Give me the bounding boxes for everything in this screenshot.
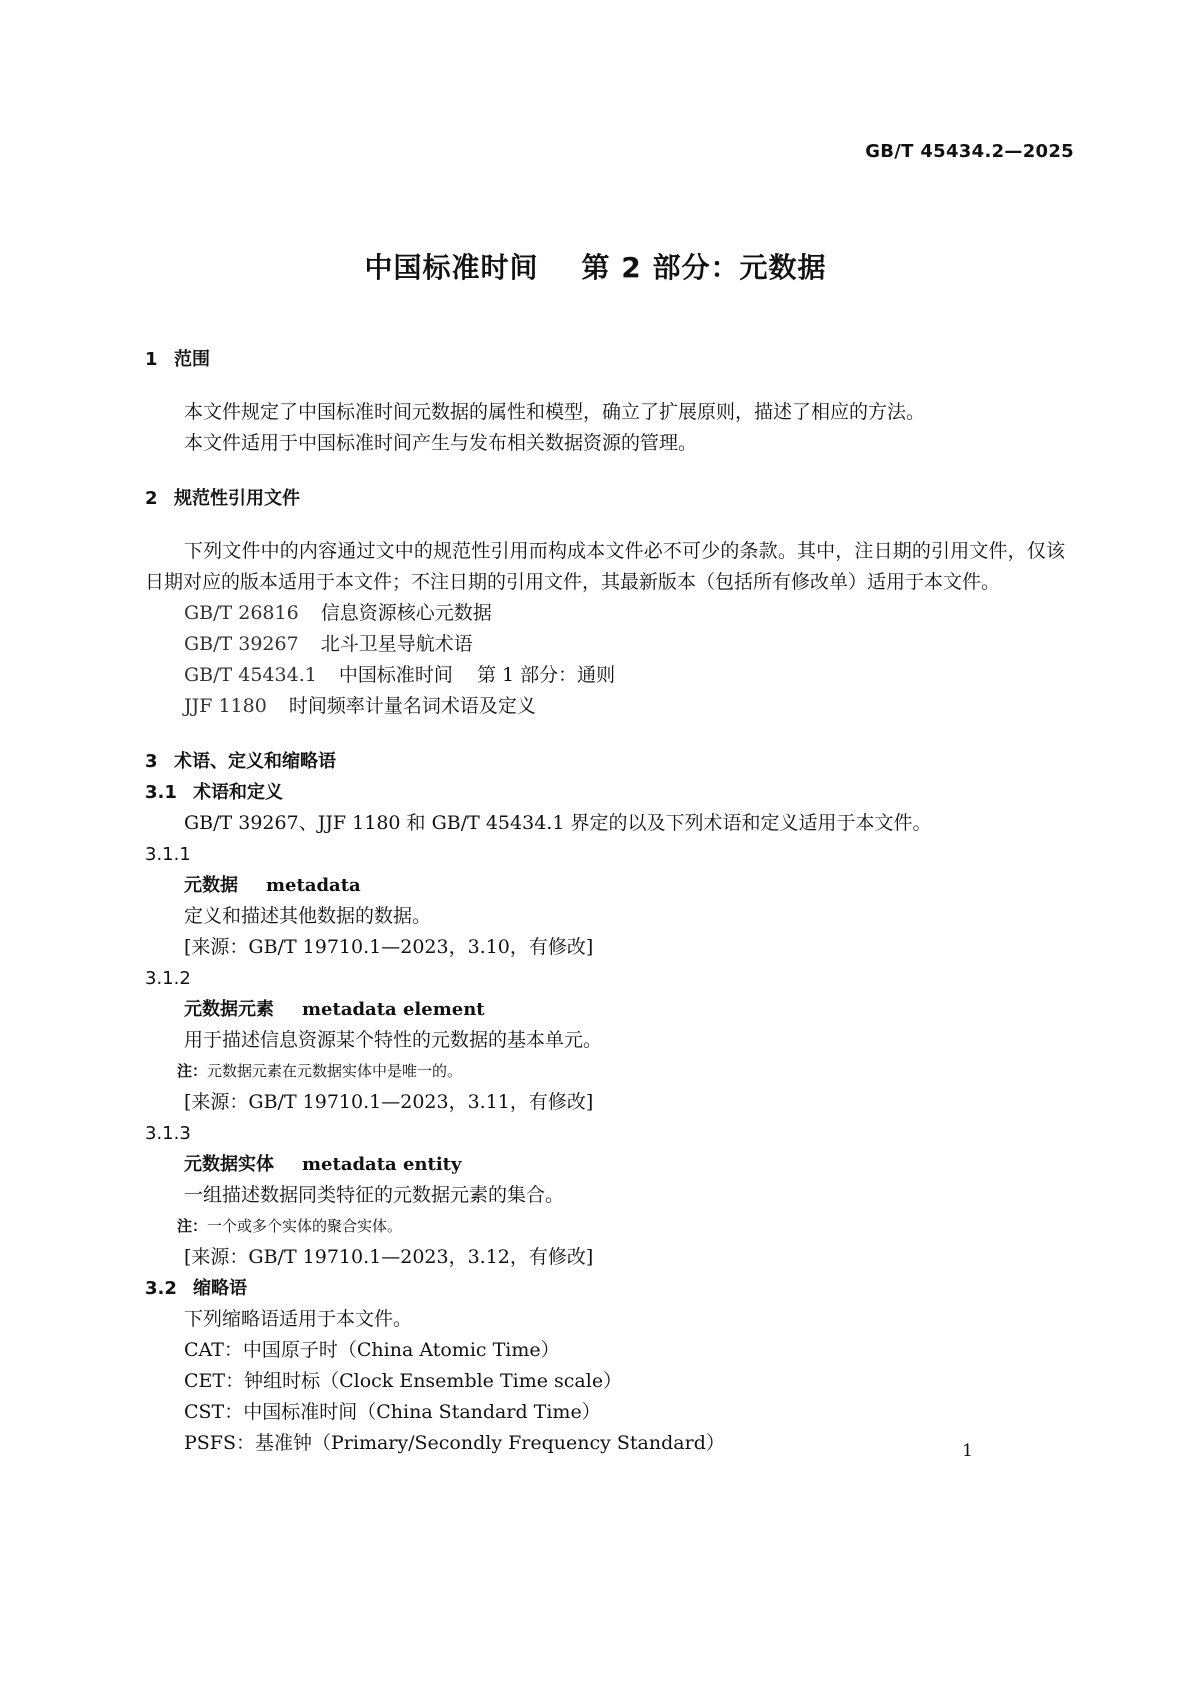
reference-item <box>145 660 1065 691</box>
term-note <box>145 1056 1065 1087</box>
document-code: GB/T 45434.2—2025 <box>865 141 1074 162</box>
term-entry <box>145 1149 1065 1180</box>
abbreviation-item: CET：钟组时标（Clock Ensemble Time scale） <box>184 1370 623 1392</box>
page-number: 1 <box>962 1441 973 1461</box>
reference-code: GB/T 26816 <box>184 602 299 624</box>
reference-title: 信息资源核心元数据 <box>320 602 492 624</box>
section-title: 规范性引用文件 <box>174 488 300 509</box>
reference-item <box>145 598 1065 629</box>
term-chinese: 元数据元素 <box>184 999 274 1020</box>
section-heading-terms <box>145 746 1065 777</box>
section-number: 1 <box>145 349 158 370</box>
note-text: 一个或多个实体的聚合实体。 <box>207 1217 403 1235</box>
term-english: metadata entity <box>302 1154 462 1175</box>
term-chinese: 元数据实体 <box>184 1154 274 1175</box>
term-source: [来源：GB/T 19710.1—2023，3.12，有修改] <box>184 1246 594 1268</box>
subsection-heading-abbreviations <box>145 1273 1065 1304</box>
note-label: 注： <box>177 1217 208 1235</box>
term-english: metadata <box>266 875 361 896</box>
reference-item <box>145 691 1065 722</box>
abbreviation-item: CAT：中国原子时（China Atomic Time） <box>184 1339 560 1361</box>
abbreviation-item: CST：中国标准时间（China Standard Time） <box>184 1401 601 1423</box>
section-number: 3 <box>145 751 158 772</box>
term-note <box>145 1211 1065 1242</box>
abbreviation-item: PSFS：基准钟（Primary/Secondly Frequency Standard） <box>184 1432 725 1454</box>
term-number: 3.1.2 <box>145 968 191 989</box>
term-number: 3.1.3 <box>145 1123 191 1144</box>
term-definition: 定义和描述其他数据的数据。 <box>184 905 432 927</box>
subsection-heading-terms-definitions <box>145 777 1065 808</box>
term-definition: 用于描述信息资源某个特性的元数据的基本单元。 <box>184 1029 603 1051</box>
subsection-title: 缩略语 <box>193 1278 247 1299</box>
subsection-title: 术语和定义 <box>193 782 283 803</box>
subsection-number: 3.2 <box>145 1278 177 1299</box>
reference-title: 北斗卫星导航术语 <box>320 633 473 655</box>
note-text: 元数据元素在元数据实体中是唯一的。 <box>207 1062 463 1080</box>
reference-title: 中国标准时间 第 1 部分：通则 <box>338 664 616 686</box>
paragraph: 本文件适用于中国标准时间产生与发布相关数据资源的管理。 <box>184 432 698 454</box>
reference-item <box>145 629 1065 660</box>
paragraph: 下列文件中的内容通过文中的规范性引用而构成本文件必不可少的条款。其中，注日期的引用文件，仅该日期对应的版本适用于本文件；不注日期的引用文件，其最新版本（包括所有修改单）适用于本文件。 <box>145 540 1065 593</box>
reference-code: GB/T 45434.1 <box>184 664 317 686</box>
term-source: [来源：GB/T 19710.1—2023，3.11，有修改] <box>184 1091 594 1113</box>
section-number: 2 <box>145 488 158 509</box>
term-number: 3.1.1 <box>145 844 191 865</box>
reference-title: 时间频率计量名词术语及定义 <box>288 695 536 717</box>
paragraph: GB/T 39267、JJF 1180 和 GB/T 45434.1 界定的以及下列术语和定义适用于本文件。 <box>184 812 932 834</box>
term-entry <box>145 994 1065 1025</box>
note-label: 注： <box>177 1062 208 1080</box>
document-body <box>145 344 1065 1459</box>
section-heading-normative-references <box>145 483 1065 514</box>
subsection-number: 3.1 <box>145 782 177 803</box>
section-heading-scope <box>145 344 1065 375</box>
term-definition: 一组描述数据同类特征的元数据元素的集合。 <box>184 1184 565 1206</box>
term-source: [来源：GB/T 19710.1—2023，3.10，有修改] <box>184 936 594 958</box>
reference-code: GB/T 39267 <box>184 633 299 655</box>
term-chinese: 元数据 <box>184 875 238 896</box>
term-english: metadata element <box>302 999 485 1020</box>
section-title: 术语、定义和缩略语 <box>174 751 336 772</box>
section-title: 范围 <box>174 349 210 370</box>
document-title: 中国标准时间 第 2 部分：元数据 <box>364 251 827 284</box>
term-entry <box>145 870 1065 901</box>
paragraph: 本文件规定了中国标准时间元数据的属性和模型，确立了扩展原则，描述了相应的方法。 <box>184 401 926 423</box>
paragraph: 下列缩略语适用于本文件。 <box>184 1308 413 1330</box>
reference-code: JJF 1180 <box>184 695 267 717</box>
